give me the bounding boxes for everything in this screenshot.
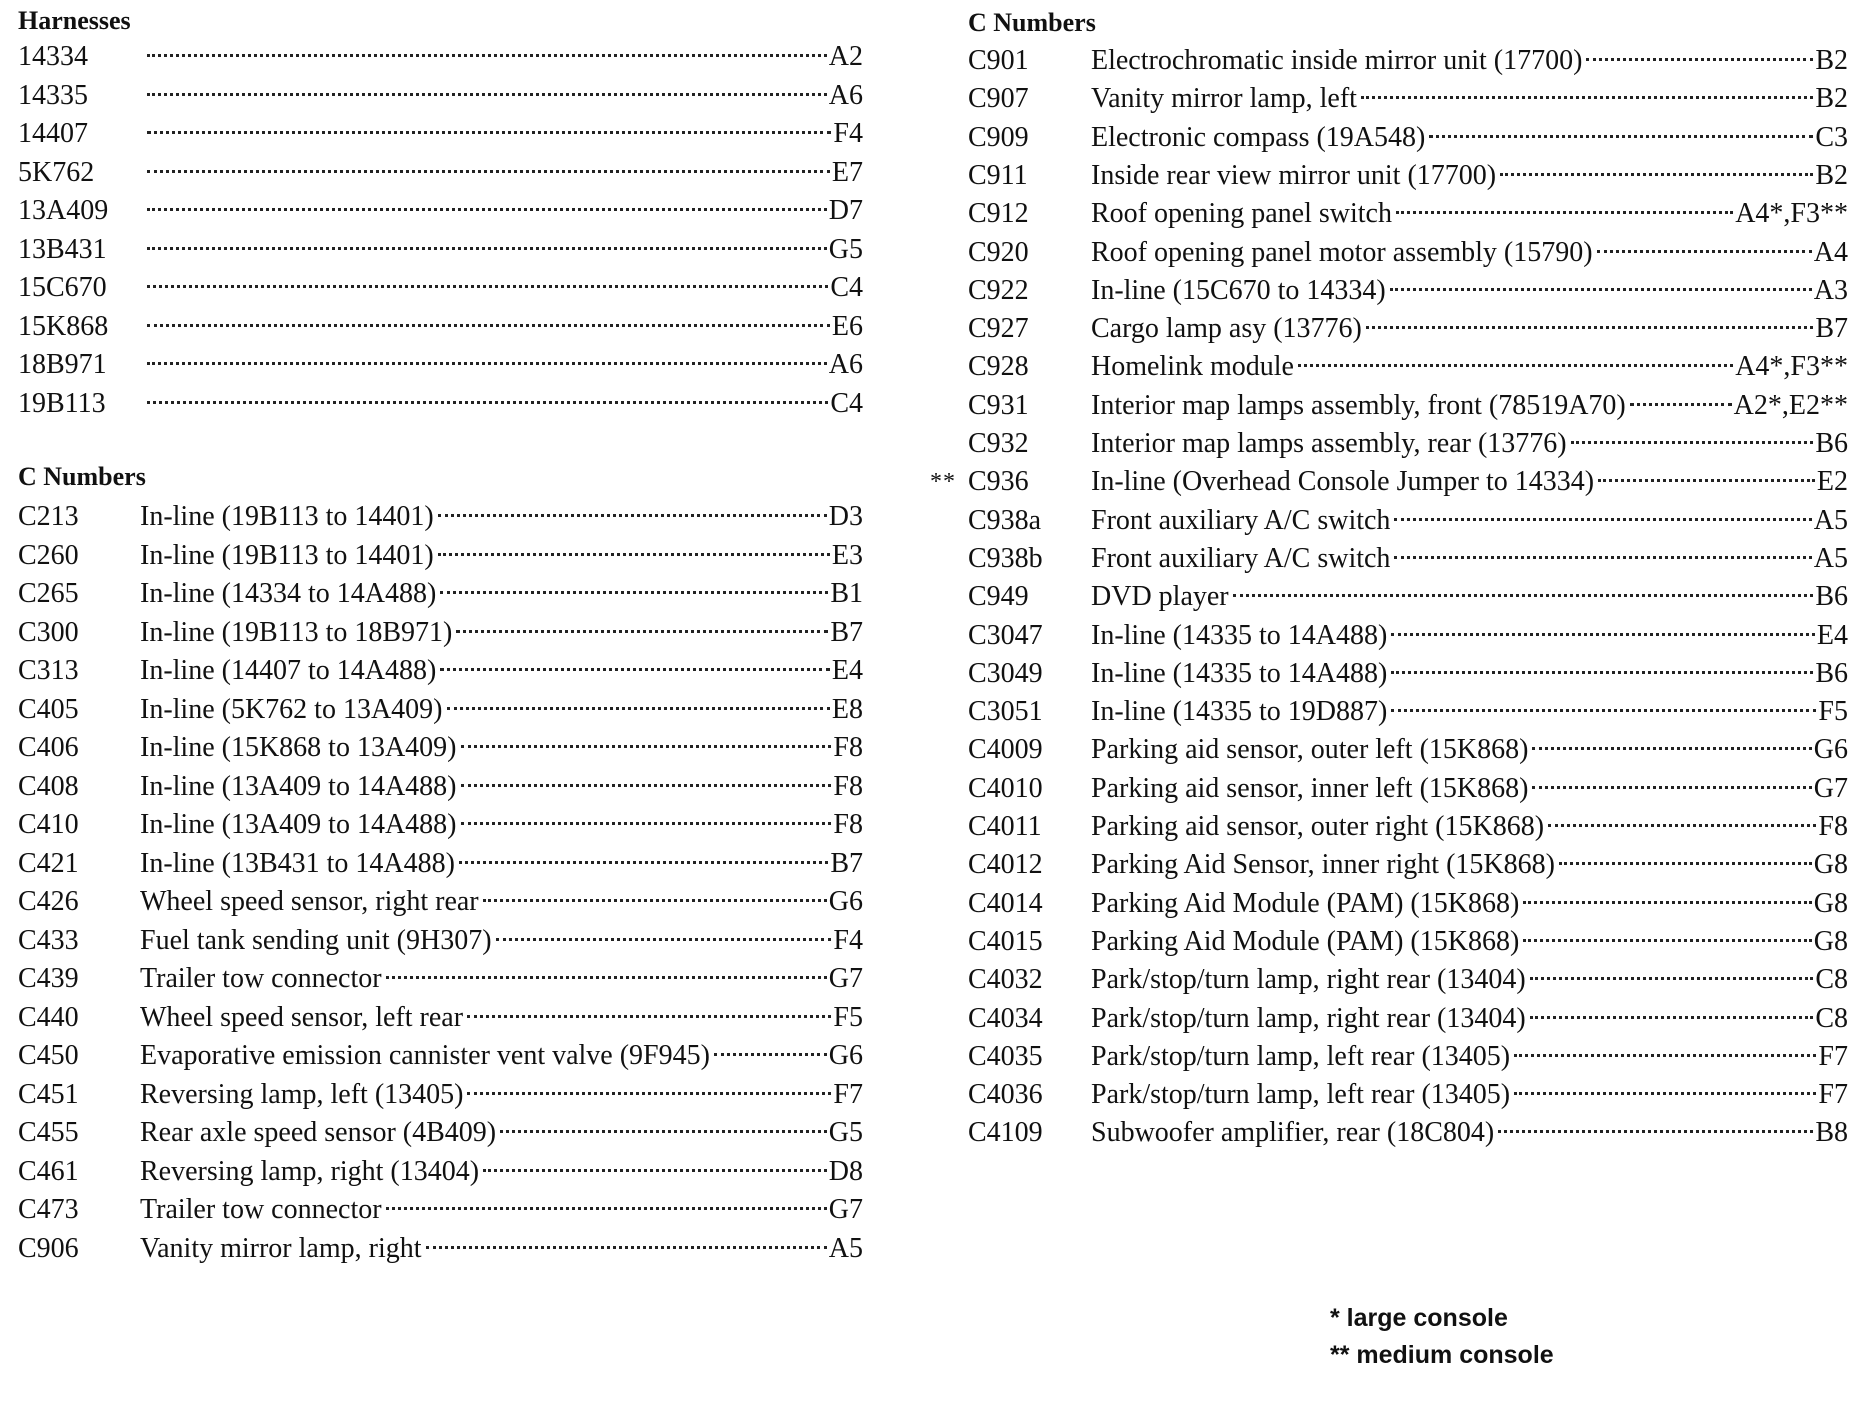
grid-location: B7 bbox=[830, 847, 863, 879]
connector-description: Front auxiliary A/C switch bbox=[1091, 504, 1391, 536]
c-number-row bbox=[18, 1076, 863, 1114]
connector-code: C313 bbox=[18, 655, 79, 686]
connector-description: Park/stop/turn lamp, right rear (13404) bbox=[1091, 964, 1526, 996]
connector-description: Interior map lamps assembly, front (78519A70) bbox=[1091, 389, 1626, 421]
c-number-row bbox=[18, 960, 863, 998]
grid-location: F8 bbox=[1818, 811, 1848, 842]
harness-code: 15K868 bbox=[18, 310, 109, 342]
c-number-row bbox=[18, 575, 863, 613]
dot-leader bbox=[1394, 518, 1811, 521]
connector-code: C426 bbox=[18, 886, 79, 917]
grid-location: C3 bbox=[1815, 121, 1848, 153]
connector-description: Parking aid sensor, outer right (15K868) bbox=[1091, 811, 1545, 842]
dot-leader bbox=[456, 630, 828, 633]
dot-leader bbox=[461, 822, 832, 825]
harness-row bbox=[18, 269, 863, 307]
dot-leader bbox=[1366, 326, 1813, 329]
connector-description: In-line (13A409 to 14A488) bbox=[140, 770, 457, 802]
dot-leader bbox=[438, 514, 827, 517]
grid-location: E4 bbox=[1816, 619, 1848, 651]
dot-leader bbox=[440, 591, 828, 594]
harness-row bbox=[18, 192, 863, 230]
connector-code: C932 bbox=[968, 428, 1029, 459]
c-number-row bbox=[968, 425, 1848, 463]
dot-leader bbox=[147, 54, 827, 57]
dot-leader bbox=[1233, 594, 1814, 597]
dot-leader bbox=[386, 1207, 827, 1210]
connector-code: C4015 bbox=[968, 925, 1043, 957]
dot-leader bbox=[1429, 135, 1813, 138]
dot-leader bbox=[1298, 364, 1733, 367]
connector-description: Parking Aid Sensor, inner right (15K868) bbox=[1091, 849, 1555, 881]
connector-code: C300 bbox=[18, 616, 79, 648]
grid-location: F4 bbox=[833, 118, 863, 149]
c-numbers-heading-right: C Numbers bbox=[968, 8, 1096, 37]
c-number-row bbox=[968, 770, 1848, 808]
grid-location: F7 bbox=[1818, 1079, 1848, 1111]
connector-description: In-line (13B431 to 14A488) bbox=[140, 847, 455, 879]
legend-medium-console: ** medium console bbox=[1330, 1341, 1554, 1369]
connector-code: C949 bbox=[968, 581, 1029, 613]
c-number-row bbox=[968, 1038, 1848, 1076]
grid-location: A6 bbox=[828, 79, 863, 111]
dot-leader bbox=[147, 131, 831, 134]
connector-description: Vanity mirror lamp, right bbox=[140, 1232, 422, 1264]
grid-location: E3 bbox=[831, 539, 863, 571]
connector-code: C408 bbox=[18, 770, 79, 802]
harness-code: 13B431 bbox=[18, 233, 107, 265]
connector-code: C450 bbox=[18, 1040, 79, 1071]
connector-code: C260 bbox=[18, 539, 79, 571]
grid-location: E6 bbox=[831, 310, 863, 342]
connector-code: C920 bbox=[968, 236, 1029, 268]
c-number-row bbox=[18, 1230, 863, 1268]
dot-leader bbox=[467, 1092, 831, 1095]
c-number-row bbox=[18, 845, 863, 883]
connector-description: In-line (19B113 to 18B971) bbox=[140, 616, 453, 648]
dot-leader bbox=[1500, 173, 1813, 176]
connector-code: C938a bbox=[968, 504, 1042, 536]
c-number-row bbox=[18, 498, 863, 536]
grid-location: F7 bbox=[1818, 1040, 1848, 1072]
connector-code: C3049 bbox=[968, 657, 1043, 689]
grid-location: A5 bbox=[1813, 542, 1848, 574]
connector-code: C3047 bbox=[968, 619, 1043, 651]
connector-code: C922 bbox=[968, 274, 1029, 306]
connector-code: C405 bbox=[18, 693, 79, 725]
grid-location: A2 bbox=[828, 41, 863, 72]
c-numbers-heading-left: C Numbers bbox=[18, 462, 146, 491]
dot-leader bbox=[147, 170, 830, 173]
dot-leader bbox=[483, 1169, 827, 1172]
dot-leader bbox=[147, 247, 827, 250]
connector-description: Electronic compass (19A548) bbox=[1091, 121, 1426, 153]
harness-code: 15C670 bbox=[18, 272, 107, 303]
connector-description: Homelink module bbox=[1091, 351, 1294, 383]
connector-description: In-line (15C670 to 14334) bbox=[1091, 274, 1386, 306]
c-number-row bbox=[968, 846, 1848, 884]
connector-description: Wheel speed sensor, right rear bbox=[140, 886, 479, 917]
connector-code: C439 bbox=[18, 963, 79, 994]
harness-code: 19B113 bbox=[18, 387, 106, 419]
grid-location: B1 bbox=[830, 578, 863, 609]
harness-code: 14407 bbox=[18, 118, 88, 149]
dot-leader bbox=[1394, 556, 1811, 559]
c-number-row bbox=[968, 885, 1848, 923]
connector-code: C473 bbox=[18, 1194, 79, 1225]
c-number-row bbox=[18, 1191, 863, 1229]
connector-code: C938b bbox=[968, 542, 1043, 574]
grid-location: D3 bbox=[828, 501, 863, 532]
dot-leader bbox=[1571, 441, 1814, 444]
grid-location: A4*,F3** bbox=[1735, 351, 1848, 383]
connector-description: Park/stop/turn lamp, right rear (13404) bbox=[1091, 1002, 1526, 1034]
dot-leader bbox=[1532, 786, 1811, 789]
dot-leader bbox=[714, 1053, 827, 1056]
legend-large-console: * large console bbox=[1330, 1304, 1508, 1332]
grid-location: F8 bbox=[833, 809, 863, 840]
dot-leader bbox=[1391, 709, 1816, 712]
dot-leader bbox=[426, 1246, 827, 1249]
connector-description: DVD player bbox=[1091, 581, 1229, 613]
connector-description: Parking aid sensor, outer left (15K868) bbox=[1091, 734, 1529, 766]
dot-leader bbox=[461, 745, 832, 748]
grid-location: C8 bbox=[1815, 964, 1848, 996]
c-number-row bbox=[18, 768, 863, 806]
connector-description: Front auxiliary A/C switch bbox=[1091, 542, 1391, 574]
connector-code: C421 bbox=[18, 847, 79, 879]
grid-location: E2 bbox=[1816, 466, 1848, 498]
grid-location: A5 bbox=[1813, 504, 1848, 536]
dot-leader bbox=[147, 93, 827, 96]
harness-row bbox=[18, 115, 863, 153]
dot-leader bbox=[496, 938, 832, 941]
c-number-row bbox=[968, 655, 1848, 693]
grid-location: C4 bbox=[830, 387, 863, 419]
grid-location: F8 bbox=[833, 732, 863, 763]
c-number-row bbox=[968, 617, 1848, 655]
connector-code: C410 bbox=[18, 809, 79, 840]
connector-description: Parking Aid Module (PAM) (15K868) bbox=[1091, 887, 1520, 919]
dot-leader bbox=[1530, 977, 1814, 980]
connector-description: In-line (14334 to 14A488) bbox=[140, 578, 437, 609]
harness-row bbox=[18, 154, 863, 192]
harness-row bbox=[18, 38, 863, 76]
connector-code: C4010 bbox=[968, 772, 1043, 804]
c-number-row bbox=[18, 691, 863, 729]
grid-location: B2 bbox=[1815, 83, 1848, 115]
grid-location: B6 bbox=[1815, 657, 1848, 689]
c-number-row bbox=[18, 1114, 863, 1152]
dot-leader bbox=[459, 861, 828, 864]
harness-code: 5K762 bbox=[18, 156, 95, 188]
connector-description: Electrochromatic inside mirror unit (17700) bbox=[1091, 45, 1583, 76]
dot-leader bbox=[147, 362, 827, 365]
grid-location: G5 bbox=[828, 1117, 863, 1148]
harness-row bbox=[18, 77, 863, 115]
harness-code: 14335 bbox=[18, 79, 88, 111]
grid-location: G8 bbox=[1813, 887, 1848, 919]
c-number-row bbox=[18, 883, 863, 921]
connector-description: Parking Aid Module (PAM) (15K868) bbox=[1091, 925, 1520, 957]
dot-leader bbox=[1630, 403, 1732, 406]
connector-code: C906 bbox=[18, 1232, 79, 1264]
c-number-row bbox=[18, 614, 863, 652]
connector-description: In-line (19B113 to 14401) bbox=[140, 539, 434, 571]
grid-location: C4 bbox=[830, 272, 863, 303]
c-number-row bbox=[18, 537, 863, 575]
grid-location: G7 bbox=[828, 1194, 863, 1225]
harness-row bbox=[18, 231, 863, 269]
grid-location: B7 bbox=[1815, 313, 1848, 345]
dot-leader bbox=[1523, 901, 1811, 904]
c-number-row bbox=[968, 310, 1848, 348]
c-number-row bbox=[18, 922, 863, 960]
grid-location: D7 bbox=[828, 195, 863, 226]
connector-description: In-line (13A409 to 14A488) bbox=[140, 809, 457, 840]
connector-code: C4009 bbox=[968, 734, 1043, 766]
grid-location: G6 bbox=[828, 1040, 863, 1071]
connector-code: C406 bbox=[18, 732, 79, 763]
connector-description: Trailer tow connector bbox=[140, 963, 382, 994]
dot-leader bbox=[1548, 824, 1816, 827]
c-number-row bbox=[968, 540, 1848, 578]
grid-location: A3 bbox=[1813, 274, 1848, 306]
dot-leader bbox=[147, 324, 830, 327]
c-number-row bbox=[968, 157, 1848, 195]
grid-location: G6 bbox=[1813, 734, 1848, 766]
connector-code: C927 bbox=[968, 313, 1029, 345]
dot-leader bbox=[1498, 1130, 1813, 1133]
dot-leader bbox=[1586, 58, 1813, 61]
c-number-row bbox=[18, 1037, 863, 1075]
connector-description: Rear axle speed sensor (4B409) bbox=[140, 1117, 497, 1148]
connector-code: C4012 bbox=[968, 849, 1043, 881]
c-number-row bbox=[968, 119, 1848, 157]
dot-leader bbox=[1598, 479, 1815, 482]
grid-location: A2*,E2** bbox=[1733, 389, 1848, 421]
connector-description: In-line (19B113 to 14401) bbox=[140, 501, 434, 532]
connector-code: C4011 bbox=[968, 811, 1042, 842]
dot-leader bbox=[1391, 671, 1813, 674]
c-number-row bbox=[968, 195, 1848, 233]
connector-code: C911 bbox=[968, 159, 1028, 191]
c-number-row bbox=[968, 387, 1848, 425]
connector-description: In-line (14335 to 19D887) bbox=[1091, 696, 1388, 728]
grid-location: A6 bbox=[828, 349, 863, 380]
connector-description: Reversing lamp, left (13405) bbox=[140, 1078, 464, 1110]
connector-description: In-line (14335 to 14A488) bbox=[1091, 657, 1388, 689]
grid-location: D8 bbox=[828, 1155, 863, 1187]
connector-description: Parking aid sensor, inner left (15K868) bbox=[1091, 772, 1529, 804]
dot-leader bbox=[483, 899, 827, 902]
harness-row bbox=[18, 346, 863, 384]
connector-description: Wheel speed sensor, left rear bbox=[140, 1001, 464, 1033]
c-number-row bbox=[968, 234, 1848, 272]
connector-code: C4014 bbox=[968, 887, 1043, 919]
harness-code: 18B971 bbox=[18, 349, 107, 380]
c-number-row bbox=[968, 272, 1848, 310]
c-number-row bbox=[968, 502, 1848, 540]
connector-description: In-line (Overhead Console Jumper to 14334) bbox=[1091, 466, 1595, 498]
connector-code: C4109 bbox=[968, 1117, 1043, 1149]
connector-description: Roof opening panel motor assembly (15790) bbox=[1091, 236, 1593, 268]
connector-code: C901 bbox=[968, 45, 1029, 76]
connector-description: In-line (15K868 to 13A409) bbox=[140, 732, 457, 763]
dot-leader bbox=[1391, 633, 1815, 636]
c-number-row bbox=[18, 806, 863, 844]
c-number-row bbox=[968, 923, 1848, 961]
connector-code: C440 bbox=[18, 1001, 79, 1033]
dot-leader bbox=[1514, 1054, 1816, 1057]
c-number-row bbox=[930, 463, 1848, 501]
c-number-row bbox=[18, 729, 863, 767]
connector-description: Park/stop/turn lamp, left rear (13405) bbox=[1091, 1040, 1511, 1072]
connector-description: Roof opening panel switch bbox=[1091, 198, 1392, 230]
dot-leader bbox=[386, 976, 827, 979]
c-number-row bbox=[18, 999, 863, 1037]
connector-description: Interior map lamps assembly, rear (13776) bbox=[1091, 428, 1567, 459]
dot-leader bbox=[147, 208, 827, 211]
connector-description: Evaporative emission cannister vent valve (9F945) bbox=[140, 1040, 710, 1071]
grid-location: B6 bbox=[1815, 428, 1848, 459]
c-number-row bbox=[18, 1153, 863, 1191]
dot-leader bbox=[1559, 862, 1812, 865]
grid-location: F5 bbox=[1818, 696, 1848, 728]
connector-code: C909 bbox=[968, 121, 1029, 153]
grid-location: B2 bbox=[1815, 159, 1848, 191]
connector-code: C928 bbox=[968, 351, 1029, 383]
harness-row bbox=[18, 308, 863, 346]
grid-location: G5 bbox=[828, 233, 863, 265]
grid-location: G6 bbox=[828, 886, 863, 917]
dot-leader bbox=[1523, 939, 1811, 942]
connector-code: C936 bbox=[968, 466, 1029, 498]
connector-description: In-line (14407 to 14A488) bbox=[140, 655, 437, 686]
grid-location: B2 bbox=[1815, 45, 1848, 76]
connector-code: C4034 bbox=[968, 1002, 1043, 1034]
connector-code: C455 bbox=[18, 1117, 79, 1148]
grid-location: A4*,F3** bbox=[1735, 198, 1848, 230]
connector-code: C4036 bbox=[968, 1079, 1043, 1111]
connector-description: Fuel tank sending unit (9H307) bbox=[140, 924, 492, 956]
grid-location: E8 bbox=[831, 693, 863, 725]
connector-code: C451 bbox=[18, 1078, 79, 1110]
c-number-row bbox=[968, 42, 1848, 80]
harness-row bbox=[18, 385, 863, 423]
console-marker: ** bbox=[930, 469, 956, 496]
grid-location: G8 bbox=[1813, 849, 1848, 881]
connector-description: Trailer tow connector bbox=[140, 1194, 382, 1225]
grid-location: E7 bbox=[831, 156, 863, 188]
grid-location: G7 bbox=[828, 963, 863, 994]
dot-leader bbox=[1530, 1016, 1814, 1019]
grid-location: F8 bbox=[833, 770, 863, 802]
dot-leader bbox=[147, 285, 828, 288]
connector-description: In-line (5K762 to 13A409) bbox=[140, 693, 443, 725]
connector-code: C265 bbox=[18, 578, 79, 609]
dot-leader bbox=[1361, 96, 1813, 99]
connector-code: C907 bbox=[968, 83, 1029, 115]
c-number-row bbox=[968, 578, 1848, 616]
grid-location: A5 bbox=[828, 1232, 863, 1264]
connector-description: Subwoofer amplifier, rear (18C804) bbox=[1091, 1117, 1495, 1149]
connector-description: Cargo lamp asy (13776) bbox=[1091, 313, 1362, 345]
connector-code: C4035 bbox=[968, 1040, 1043, 1072]
connector-description: Vanity mirror lamp, left bbox=[1091, 83, 1357, 115]
c-number-row bbox=[968, 1000, 1848, 1038]
dot-leader bbox=[1597, 250, 1812, 253]
grid-location: C8 bbox=[1815, 1002, 1848, 1034]
connector-description: In-line (14335 to 14A488) bbox=[1091, 619, 1388, 651]
c-number-row bbox=[968, 961, 1848, 999]
connector-code: C4032 bbox=[968, 964, 1043, 996]
c-number-row bbox=[968, 693, 1848, 731]
c-number-row bbox=[968, 1076, 1848, 1114]
c-number-row bbox=[968, 80, 1848, 118]
dot-leader bbox=[440, 668, 830, 671]
c-number-row bbox=[968, 731, 1848, 769]
grid-location: F4 bbox=[833, 924, 863, 956]
connector-code: C931 bbox=[968, 389, 1029, 421]
dot-leader bbox=[438, 553, 830, 556]
dot-leader bbox=[467, 1015, 831, 1018]
dot-leader bbox=[1390, 288, 1812, 291]
grid-location: B7 bbox=[830, 616, 863, 648]
grid-location: A4 bbox=[1813, 236, 1848, 268]
connector-code: C461 bbox=[18, 1155, 79, 1187]
grid-location: F5 bbox=[833, 1001, 863, 1033]
connector-code: C3051 bbox=[968, 696, 1043, 728]
c-number-row bbox=[18, 652, 863, 690]
dot-leader bbox=[1532, 747, 1811, 750]
c-number-row bbox=[968, 348, 1848, 386]
dot-leader bbox=[147, 401, 828, 404]
dot-leader bbox=[500, 1130, 827, 1133]
grid-location: E4 bbox=[831, 655, 863, 686]
connector-code: C433 bbox=[18, 924, 79, 956]
harness-code: 13A409 bbox=[18, 195, 109, 226]
dot-leader bbox=[1514, 1092, 1816, 1095]
dot-leader bbox=[461, 784, 832, 787]
c-number-row bbox=[968, 808, 1848, 846]
c-number-row bbox=[968, 1114, 1848, 1152]
grid-location: B6 bbox=[1815, 581, 1848, 613]
grid-location: F7 bbox=[833, 1078, 863, 1110]
harness-code: 14334 bbox=[18, 41, 88, 72]
grid-location: G7 bbox=[1813, 772, 1848, 804]
dot-leader bbox=[447, 707, 830, 710]
connector-description: Reversing lamp, right (13404) bbox=[140, 1155, 480, 1187]
connector-code: C912 bbox=[968, 198, 1029, 230]
harnesses-heading: Harnesses bbox=[18, 6, 131, 35]
dot-leader bbox=[1396, 211, 1733, 214]
connector-code: C213 bbox=[18, 501, 79, 532]
grid-location: B8 bbox=[1815, 1117, 1848, 1149]
grid-location: G8 bbox=[1813, 925, 1848, 957]
connector-description: Inside rear view mirror unit (17700) bbox=[1091, 159, 1497, 191]
connector-description: Park/stop/turn lamp, left rear (13405) bbox=[1091, 1079, 1511, 1111]
